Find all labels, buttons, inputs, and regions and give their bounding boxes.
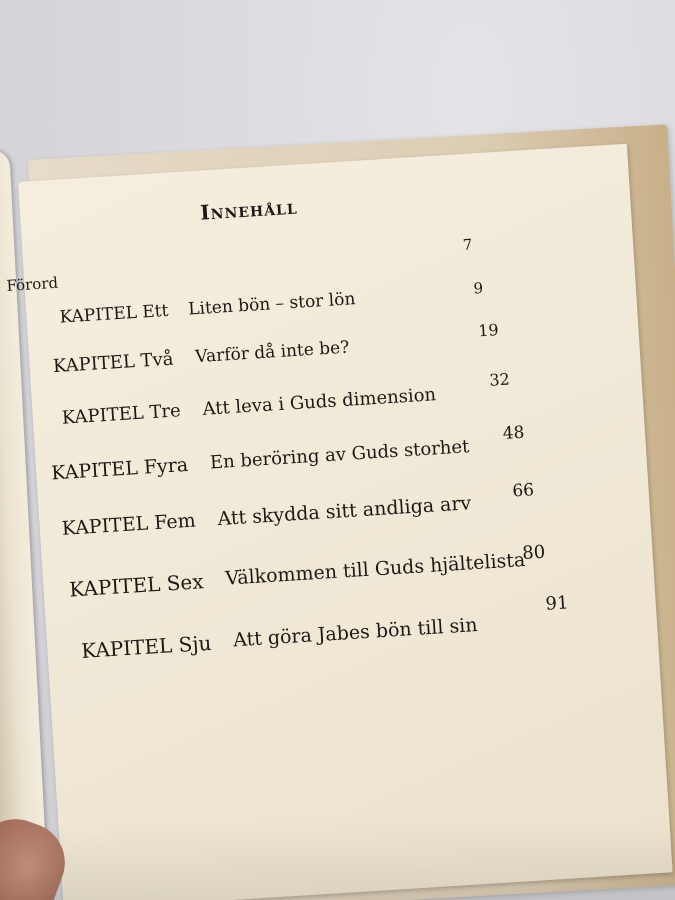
toc-label: Förord: [5, 273, 59, 295]
page-title: Innehåll: [199, 194, 299, 225]
bottom-shadow: [0, 820, 675, 900]
toc-label: KAPITEL Sju: [80, 630, 213, 663]
toc-page-number: 9: [473, 279, 484, 298]
toc-page-number: 19: [477, 320, 500, 341]
toc-entry-sex: [43, 541, 604, 619]
toc-chapter-title: Varför då inte be?: [194, 337, 350, 368]
toc-page-number: 66: [511, 480, 535, 502]
toc-page-number: 32: [488, 369, 511, 390]
toc-chapter-title: Välkommen till Guds hjältelista: [224, 548, 526, 590]
toc-chapter-title: Liten bön – stor lön: [187, 289, 356, 320]
toc-label: KAPITEL Sex: [68, 569, 205, 602]
toc-chapter-title: Att leva i Guds dimension: [201, 384, 437, 420]
toc-page-number: 80: [521, 541, 546, 565]
toc-label: KAPITEL Ett: [59, 300, 170, 328]
book-page: [5, 144, 673, 900]
toc-page-number: 48: [502, 422, 526, 445]
toc-page-number: 91: [544, 592, 570, 615]
toc-chapter-title: Att göra Jabes bön till sin: [232, 614, 479, 652]
toc-label: KAPITEL Fyra: [50, 453, 189, 485]
toc-entry-sju: [47, 592, 608, 681]
toc-chapter-title: En beröring av Guds storhet: [209, 436, 470, 474]
toc-label: KAPITEL Två: [52, 348, 175, 378]
toc-label: KAPITEL Tre: [61, 400, 182, 429]
toc-page-number: 7: [462, 235, 473, 255]
toc-chapter-title: Att skydda sitt andliga arv: [216, 492, 472, 531]
toc-label: KAPITEL Fem: [61, 509, 197, 540]
